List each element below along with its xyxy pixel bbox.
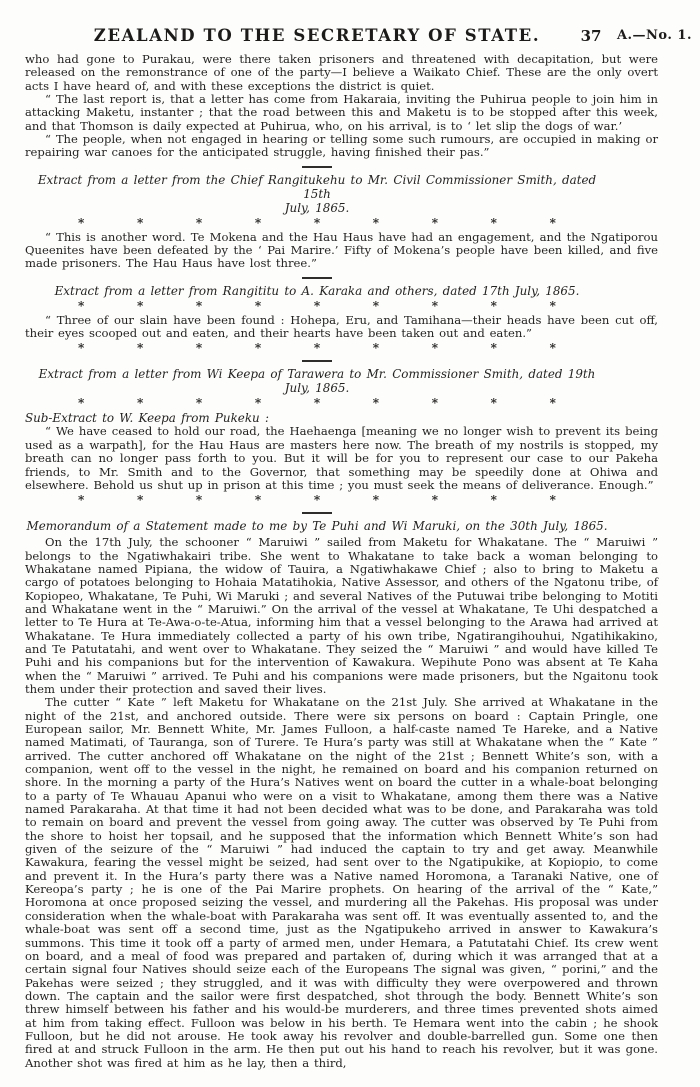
asterisk: * <box>490 341 497 356</box>
asterisk: * <box>431 396 438 411</box>
asterisk: * <box>490 493 497 508</box>
extract2-heading: Extract from a letter from Rangititu to A. Karaka and others, dated 17th July, 1865. <box>54 283 580 298</box>
asterisk: * <box>78 215 85 230</box>
asterisk: * <box>254 341 262 356</box>
asterisk-row <box>78 342 556 354</box>
asterisk: * <box>372 396 380 411</box>
paragraph-extract1: “ This is another word. Te Mokena and the Hau Haus have had an engagement, and the Ngatiporou Queenites have been defeated by the ‘ Pai Marire.’ Fifty of Mokena’s people have been killed, and five made prisoners. The Hau Haus have lost three.” <box>25 229 658 271</box>
asterisk-row <box>78 397 556 409</box>
asterisk: * <box>313 215 321 230</box>
asterisk: * <box>136 493 144 508</box>
asterisk: * <box>372 493 380 508</box>
asterisk: * <box>78 341 85 356</box>
asterisk: * <box>549 215 556 230</box>
asterisk: * <box>549 298 556 313</box>
asterisk: * <box>136 298 144 313</box>
asterisk: * <box>313 396 321 411</box>
asterisk: * <box>372 215 380 230</box>
section-block-extract1 <box>25 166 609 229</box>
asterisk: * <box>195 396 203 411</box>
extract3-heading: Extract from a letter from Wi Keepa of Tarawera to Mr. Commissioner Smith, dated 19th July, 1865. <box>38 367 596 396</box>
asterisk: * <box>490 396 497 411</box>
asterisk: * <box>254 298 262 313</box>
asterisk: * <box>78 493 85 508</box>
running-header <box>0 26 700 48</box>
asterisk: * <box>78 396 85 411</box>
extract1-heading <box>25 173 609 215</box>
paragraph-continuation: who had gone to Purakau, were there taken prisoners and threatened with decapitation, but were released on the remonstrance of one of the party—I believe a Waikato Chief. These are the only overt acts I have heard of, and with these exceptions the district is quiet. <box>25 52 658 93</box>
extract1-heading-line1: Extract from a letter from the Chief Rangitukehu to Mr. Civil Commissioner Smith, dated 15th <box>37 172 597 201</box>
asterisk: * <box>549 396 556 411</box>
extract1-heading-line2: July, 1865. <box>284 200 350 215</box>
asterisk-row <box>78 217 556 229</box>
asterisk: * <box>313 341 321 356</box>
section-divider <box>302 360 332 362</box>
asterisk: * <box>549 493 556 508</box>
asterisk: * <box>431 493 438 508</box>
asterisk: * <box>313 298 321 313</box>
section-block-memorandum <box>25 494 609 533</box>
asterisk: * <box>195 215 203 230</box>
running-header-title-wrap <box>0 26 634 45</box>
paragraph-extract3: “ We have ceased to hold our road, the Haehaenga [meaning we no longer wish to prevent its being used as a warpath], for the Hau Haus are masters here now. The breath of my nostrils is stopped, my breath can no longer pass forth to you. But it will be for you to represent our case to our Pakeha friends, to Mr. Smith and to the Governor, that something may be speedily done at Ohiwa and elsewhere. Behold us shut up in prison at this time ; you must seek the means of deliverance. Enough.” <box>25 424 658 492</box>
asterisk: * <box>195 341 203 356</box>
asterisk-row <box>78 494 556 506</box>
section-block-extract2 <box>25 277 609 312</box>
paragraph-memorandum-2: The cutter “ Kate ” left Maketu for Whakatane on the 21st July. She arrived at Whakatane in the night of the 21st, and anchored outside. There were six persons on board : Captain Pringle, one European sailor, Mr. Bennett White, Mr. James Fulloon, a half-caste named Te Hareke, and a Native named Matimati, of Tauranga, son of Turere. Te Hura’s party was still at Whakatane when the “ Kate ” arrived. The cutter anchored off Whakatane on the night of the 21st ; Bennett White’s son, with a companion, went off to the vessel in the night, he remained on board and his companion returned on shore. In the morning a party of the Hura’s Natives went on board the cutter in a whale-boat belonging to a party of Te Whauau Apanui who were on a visit to Whakatane, among them there was a Native named Parakaraha. At that time it had not been decided what was to be done, and Parakaraha was told to remain on board and prevent the vessel from going away. The cutter was observed by Te Puhi from the shore to hoist her topsail, and he supposed that the information which Bennett White’s son had given of the seizure of the “ Maruiwi ” had induced the captain to try and get away. Meanwhile Kawakura, fearing the vessel might be seized, had sent over to the Ngatipukike, at Kopiopio, to come and prevent it. In the Hura’s party there was a Native named Horomona, a Taranaki Native, one of Kereopa’s party ; he is one of the Pai Marire prophets. On hearing of the arrival of the “ Kate,” Horomona at once proposed seizing the vessel, and murdering all the Pakehas. His proposal was under consideration when the whale-boat with Parakaraha was sent off. It was eventually assented to, and the whale-boat was sent off a second time, just as the Ngatipukeho arrived in answer to Kawakura’s summons. This time it took off a party of armed men, under Hemara, a Patutatahi Chief. Its crew went on board, and a meal of food was prepared and partaken of, during which it was arranged that at a certain signal four Natives should seize each of the Europeans The signal was given, “ porini,” and the Pakehas were seized ; they struggled, and it was with difficulty they were overpowered and thrown down. The captain and the sailor were first despatched, shot through the body. Bennett White’s son threw himself between his father and his would-be murderers, and three times prevented shots aimed at him from taking effect. Fulloon was below in his berth. Te Hemara went into the cabin ; he shook Fulloon, but he did not arouse. He took away his revolver and double-barrelled gun. Some one then fired at and struck Fulloon in the arm. He then put out his hand to reach his revolver, but it was gone. Another shot was fired at him as he lay, then a third, <box>25 695 658 1070</box>
paragraph-last-report: “ The last report is, that a letter has come from Hakaraia, inviting the Puhirua people to join him in attacking Maketu, instanter ; that the road between this and Maketu is to be stopped after this week, and that Thomson is daily expected at Puhirua, who, on his arrival, is to ‘ let slip the dogs of war.’ <box>25 92 658 133</box>
asterisk: * <box>372 341 380 356</box>
page-body <box>25 53 658 1070</box>
asterisk: * <box>490 215 497 230</box>
sub-extract-heading: Sub-Extract to W. Keepa from Pukeku : <box>25 411 269 426</box>
page-number: 37 <box>580 27 602 45</box>
asterisk: * <box>372 298 380 313</box>
paragraph-memorandum-1: On the 17th July, the schooner “ Maruiwi ” sailed from Maketu for Whakatane. The “ Maruiwi ” belongs to the Ngatiwhakairi tribe. She went to Whakatane to take back a woman belonging to Whakatane named Pipiana, the widow of Tauira, a Ngatiwhakawe Chief ; also to bring to Maketu a cargo of potatoes belonging to Hohaia Matatihokia, Native Assessor, and others of the Ngatonu tribe, of Kopiopeo, Whakatane, Te Puhi, Wi Maruki ; and several Natives of the Putuwai tribe belonging to Motiti and Whakatane went in the “ Maruiwi.” On the arrival of the vessel at Whakatane, Te Uhi despatched a letter to Te Hura at Te-Awa-o-te-Atua, informing him that a vessel belonging to the Arawa had arrived at Whakatane. Te Hura immediately collected a party of his own tribe, Ngatirangihouhui, Ngatihikakino, and Te Patutatahi, and went over to Whakatane. They seized the “ Maruiwi ” and would have killed Te Puhi and his companions but for the intervention of Kawakura. Wepihute Pono was absent at Te Kaha when the “ Maruiwi ” arrived. Te Puhi and his companions were made prisoners, but the Ngaitonu took them under their protection and saved their lives. <box>25 535 658 696</box>
paragraph-people: “ The people, when not engaged in hearing or telling some such rumours, are occupied in making or repairing war canoes for the anticipated struggle, having finished their pas.” <box>25 132 658 160</box>
asterisk: * <box>431 298 438 313</box>
section-divider <box>302 277 332 279</box>
asterisk: * <box>195 298 203 313</box>
asterisk: * <box>136 341 144 356</box>
asterisk-row <box>78 300 556 312</box>
document-reference: A.—No. 1. <box>616 28 692 43</box>
page-title: ZEALAND TO THE SECRETARY OF STATE. <box>93 26 541 45</box>
asterisk: * <box>254 396 262 411</box>
asterisk: * <box>431 215 438 230</box>
section-divider <box>302 512 332 514</box>
asterisk: * <box>490 298 497 313</box>
section-divider <box>302 166 332 168</box>
section-block-extract3 <box>25 342 609 409</box>
asterisk: * <box>254 215 262 230</box>
asterisk: * <box>136 396 144 411</box>
asterisk: * <box>431 341 438 356</box>
asterisk: * <box>78 298 85 313</box>
asterisk: * <box>136 215 144 230</box>
asterisk: * <box>254 493 262 508</box>
paragraph-extract2: “ Three of our slain have been found : Hohepa, Eru, and Tamihana—their heads have been cut off, their eyes scooped out and eaten, and their hearts have been taken out and eaten.” <box>25 312 658 341</box>
asterisk: * <box>195 493 203 508</box>
memorandum-heading: Memorandum of a Statement made to me by Te Puhi and Wi Maruki, on the 30th July, 1865. <box>26 519 608 534</box>
asterisk: * <box>549 341 556 356</box>
asterisk: * <box>313 493 321 508</box>
